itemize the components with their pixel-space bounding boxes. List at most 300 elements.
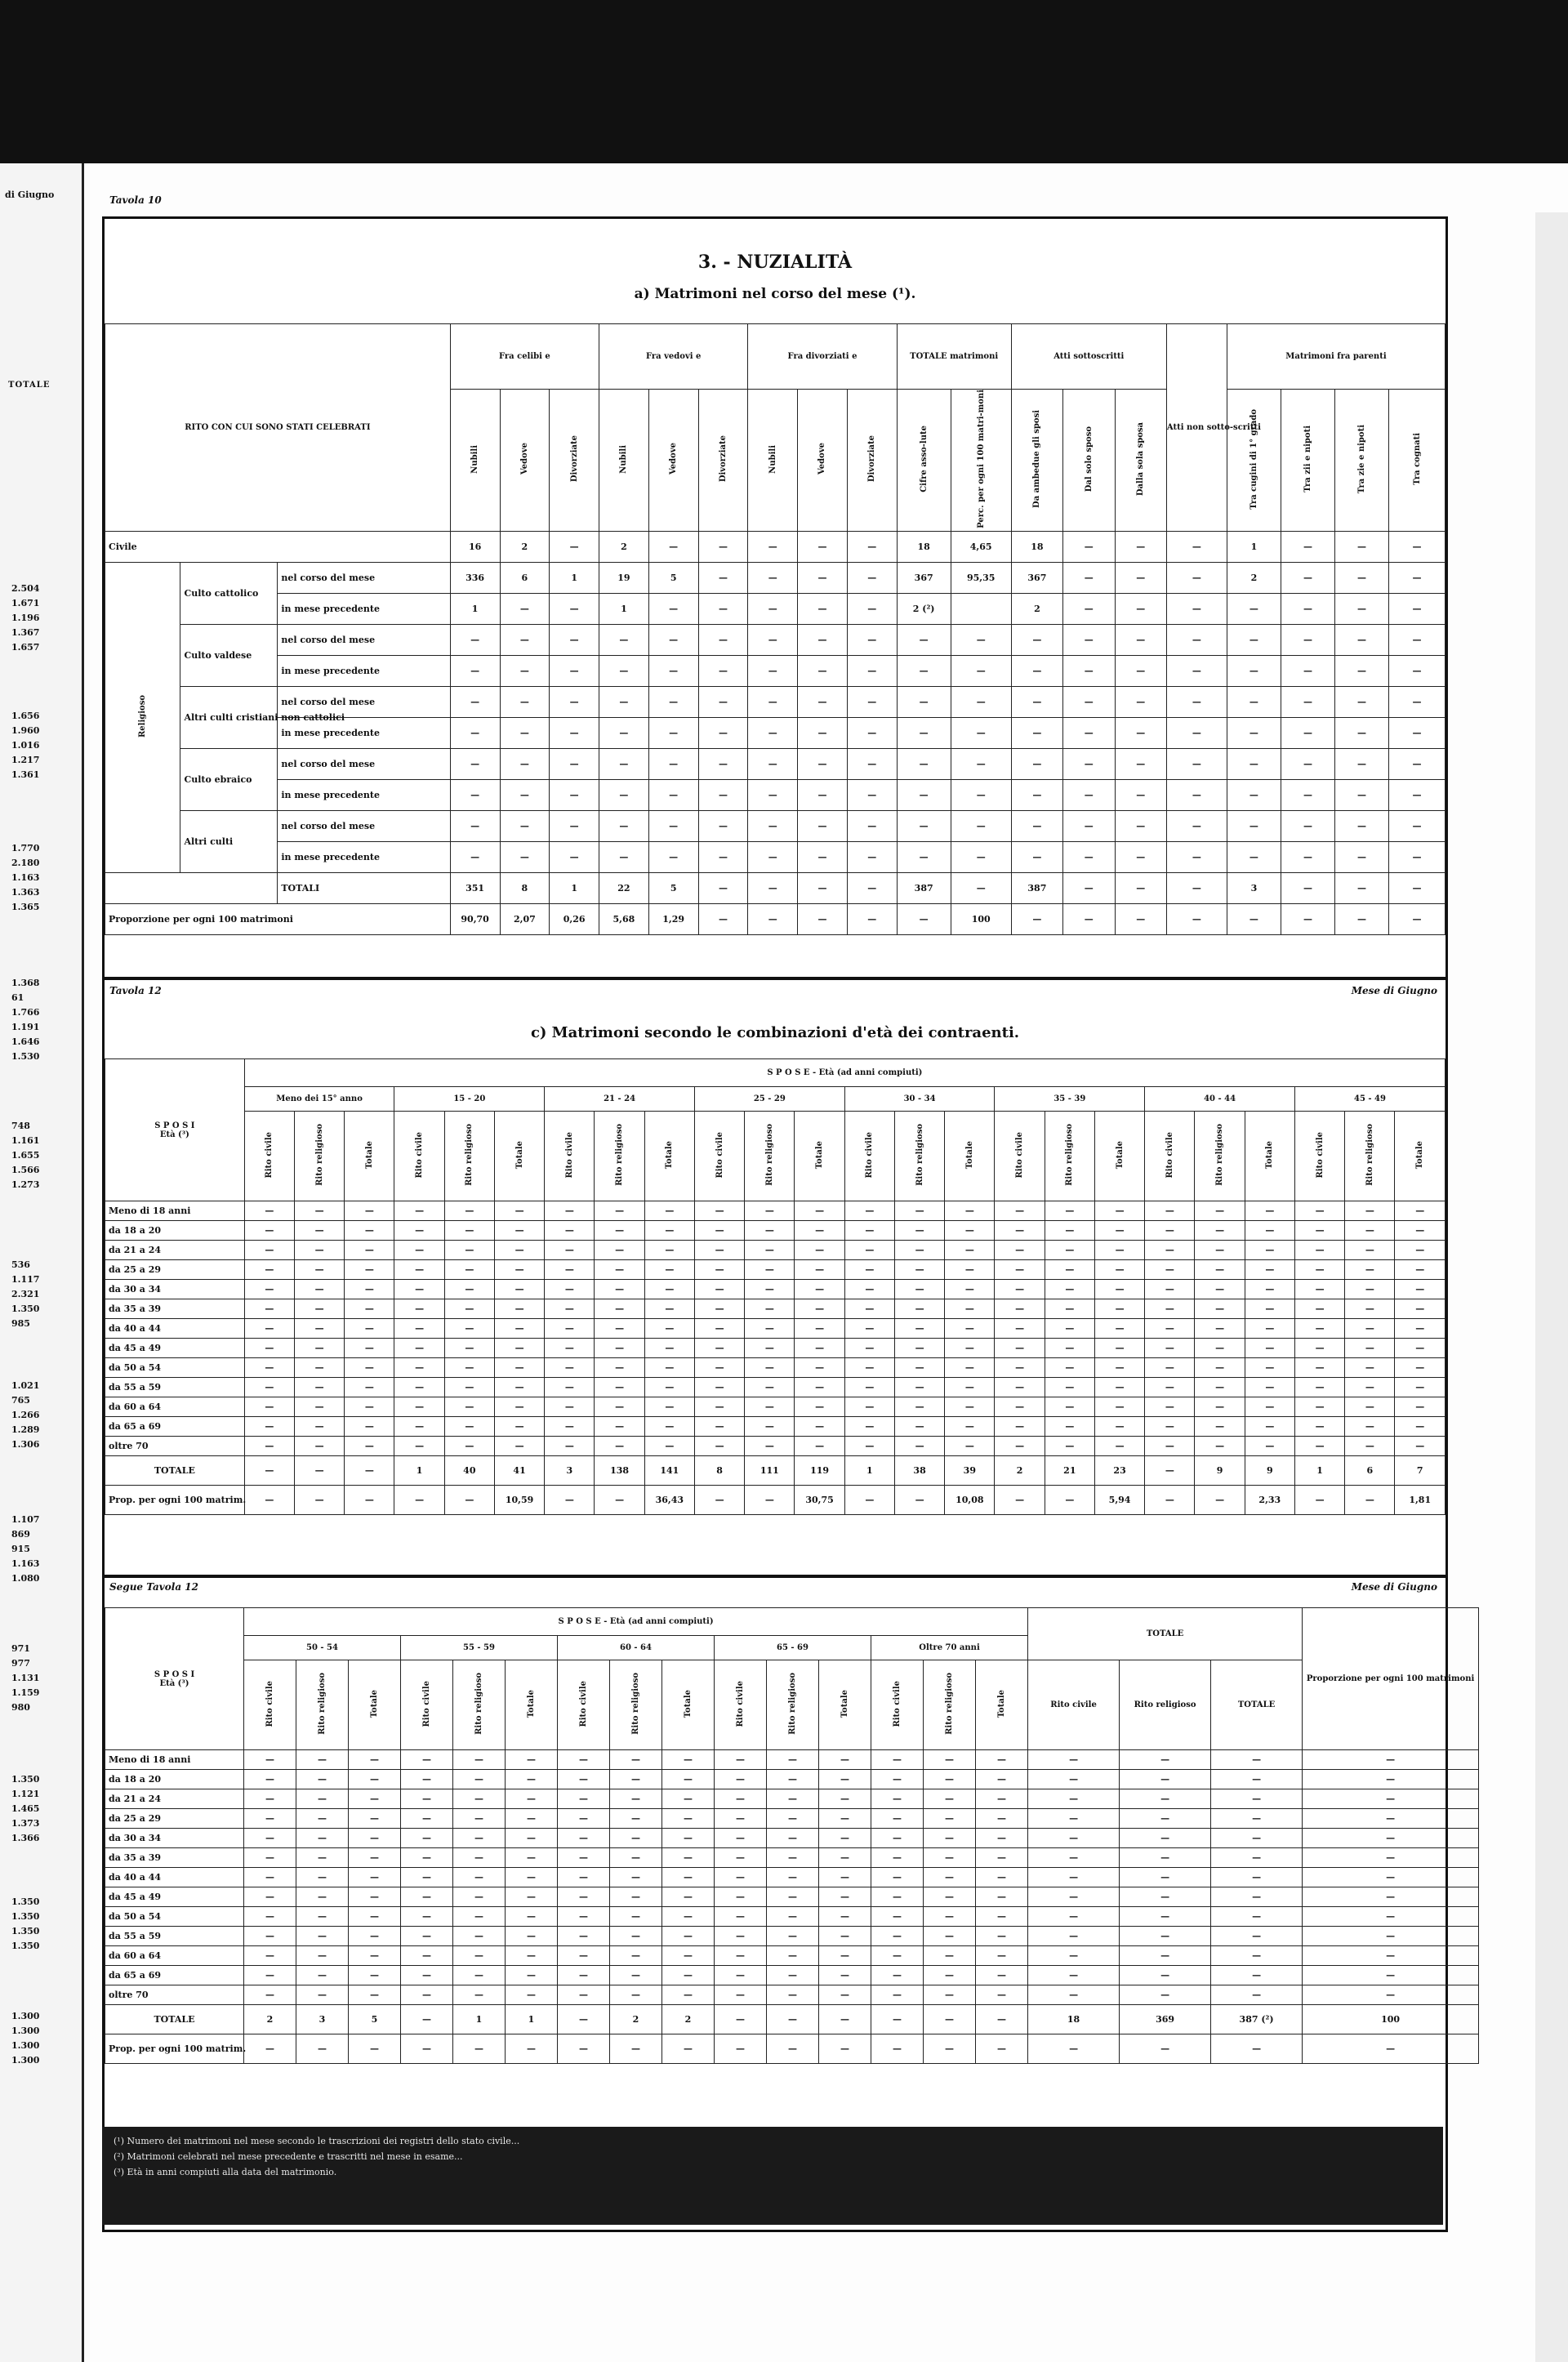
table-cell: — bbox=[945, 1201, 995, 1221]
sub-col-header bbox=[401, 1660, 453, 1750]
table-cell: — bbox=[1345, 1280, 1395, 1299]
table-cell: — bbox=[798, 872, 848, 903]
table-cell: — bbox=[453, 1868, 506, 1887]
table-row bbox=[105, 1927, 1479, 1946]
table-cell: — bbox=[599, 841, 649, 872]
group-header: TOTALE matrimoni bbox=[897, 324, 1011, 390]
table-cell: — bbox=[500, 748, 550, 779]
table-cell: — bbox=[894, 1319, 944, 1339]
totale-cell: 38 bbox=[894, 1456, 944, 1486]
table-cell: — bbox=[924, 1809, 976, 1829]
table-cell: — bbox=[349, 1927, 401, 1946]
table-cell: — bbox=[819, 1966, 871, 1985]
table-row bbox=[105, 1378, 1446, 1397]
table-cell: — bbox=[1011, 841, 1062, 872]
table-cell: — bbox=[296, 1966, 349, 1985]
prev-value: 1.121 bbox=[11, 1789, 40, 1799]
table-cell: — bbox=[610, 1829, 662, 1848]
prev-col-3 bbox=[11, 841, 39, 915]
table-cell: — bbox=[550, 748, 599, 779]
table-cell: — bbox=[1245, 1437, 1294, 1456]
table-cell: — bbox=[1063, 655, 1115, 686]
table-cell: — bbox=[1245, 1201, 1294, 1221]
table-cell: — bbox=[1094, 1417, 1144, 1437]
prev-value: 1.350 bbox=[11, 1304, 40, 1314]
table-cell: — bbox=[349, 1829, 401, 1848]
prop-cell: — bbox=[871, 2034, 924, 2064]
table-cell: — bbox=[976, 1946, 1028, 1966]
table-cell: — bbox=[1281, 872, 1334, 903]
table-cell: — bbox=[924, 1887, 976, 1907]
table-cell bbox=[951, 593, 1011, 624]
table-cell: — bbox=[644, 1417, 694, 1437]
table-cell: — bbox=[976, 1848, 1028, 1868]
table-cell: — bbox=[500, 624, 550, 655]
table-cell: — bbox=[294, 1299, 344, 1319]
table-cell: — bbox=[995, 1417, 1045, 1437]
table-cell: — bbox=[1281, 686, 1334, 717]
table-cell: — bbox=[976, 1789, 1028, 1809]
row-sublabel: nel corso del mese bbox=[278, 810, 450, 841]
sub-header-text: Dal solo sposo bbox=[1084, 426, 1094, 492]
sub-col-header-text: Totale bbox=[684, 1689, 693, 1718]
table-cell: — bbox=[924, 1927, 976, 1946]
table-cell: — bbox=[897, 841, 951, 872]
row-label: da 21 a 24 bbox=[105, 1241, 245, 1260]
table-cell: — bbox=[767, 1809, 819, 1829]
table-cell: — bbox=[500, 686, 550, 717]
table-cell: — bbox=[767, 1829, 819, 1848]
table-cell: — bbox=[595, 1319, 644, 1339]
table-cell: — bbox=[976, 1966, 1028, 1985]
table-cell: — bbox=[698, 748, 748, 779]
table-cell: — bbox=[1334, 841, 1388, 872]
prev-value: 1.365 bbox=[11, 902, 40, 912]
table-cell: — bbox=[1345, 1241, 1395, 1260]
totale-cell: 119 bbox=[795, 1456, 844, 1486]
table-cell: — bbox=[506, 1789, 558, 1809]
header-row-1 bbox=[105, 324, 1446, 390]
table-row bbox=[105, 1907, 1479, 1927]
table-cell: — bbox=[1120, 1887, 1211, 1907]
table-cell: — bbox=[976, 1829, 1028, 1848]
table-cell: — bbox=[715, 1829, 767, 1848]
table-cell: — bbox=[558, 1770, 610, 1789]
table-cell: — bbox=[444, 1417, 494, 1437]
group-header: Fra celibi e bbox=[450, 324, 599, 390]
prop-cell: — bbox=[662, 2034, 715, 2064]
table-cell: — bbox=[767, 1887, 819, 1907]
table-cell: — bbox=[1063, 903, 1115, 934]
table-cell: — bbox=[767, 1985, 819, 2005]
table-cell: — bbox=[1389, 810, 1446, 841]
table-cell: — bbox=[558, 1868, 610, 1887]
totale-cell: — bbox=[294, 1456, 344, 1486]
table-cell: — bbox=[995, 1319, 1045, 1339]
prev-value: 1.368 bbox=[11, 978, 40, 988]
prev-value: 2.180 bbox=[11, 858, 40, 868]
sub-header-text: Perc. per ogni 100 matri-moni bbox=[976, 390, 986, 528]
table-cell: — bbox=[1195, 1378, 1245, 1397]
table-cell: — bbox=[545, 1437, 595, 1456]
table-cell: — bbox=[1281, 810, 1334, 841]
table-cell: — bbox=[1120, 1770, 1211, 1789]
prev-value: 985 bbox=[11, 1318, 30, 1329]
table-cell: 387 bbox=[897, 872, 951, 903]
table-cell: — bbox=[1094, 1358, 1144, 1378]
table-cell: — bbox=[345, 1437, 394, 1456]
table-cell: — bbox=[244, 1241, 294, 1260]
totale-sub-header: TOTALE bbox=[1211, 1660, 1303, 1750]
table-cell: — bbox=[924, 1750, 976, 1770]
sub-col-header bbox=[1094, 1112, 1144, 1201]
table-cell: — bbox=[1115, 562, 1166, 593]
table-cell: — bbox=[871, 1985, 924, 2005]
table-cell: — bbox=[995, 1260, 1045, 1280]
table-cell: — bbox=[349, 1985, 401, 2005]
table-cell: — bbox=[715, 1750, 767, 1770]
table-cell: — bbox=[1166, 686, 1227, 717]
table-cell: — bbox=[715, 1946, 767, 1966]
totale-cell: 100 bbox=[1303, 2005, 1479, 2034]
row-label: da 45 a 49 bbox=[105, 1339, 245, 1358]
table-cell: — bbox=[599, 624, 649, 655]
prop-cell: — bbox=[444, 1486, 494, 1515]
table-cell: — bbox=[976, 1750, 1028, 1770]
table-cell: — bbox=[798, 717, 848, 748]
table-cell: — bbox=[767, 1966, 819, 1985]
table-cell: — bbox=[1345, 1319, 1395, 1339]
table-cell: — bbox=[506, 1848, 558, 1868]
table-cell: — bbox=[345, 1417, 394, 1437]
table-cell: — bbox=[545, 1299, 595, 1319]
prop-row bbox=[105, 1486, 1446, 1515]
table-cell: — bbox=[745, 1339, 795, 1358]
table-cell: — bbox=[644, 1437, 694, 1456]
totale-cell: 138 bbox=[595, 1456, 644, 1486]
table-cell: — bbox=[244, 1809, 296, 1829]
table-cell: — bbox=[945, 1221, 995, 1241]
footnote-2: (²) Matrimoni celebrati nel mese precedente e trascritti nel mese in esame... bbox=[114, 2151, 463, 2162]
table-cell: — bbox=[698, 810, 748, 841]
table-cell: — bbox=[558, 1848, 610, 1868]
table-cell: 1 bbox=[550, 562, 599, 593]
table-cell: — bbox=[1395, 1339, 1446, 1358]
prev-value: 1.306 bbox=[11, 1439, 40, 1450]
table-cell: — bbox=[1334, 655, 1388, 686]
totale-cell: — bbox=[924, 2005, 976, 2034]
table-cell: 1 bbox=[599, 593, 649, 624]
table-cell: — bbox=[976, 1770, 1028, 1789]
table-cell: — bbox=[951, 748, 1011, 779]
prev-value: 1.766 bbox=[11, 1007, 40, 1018]
table-cell: — bbox=[798, 779, 848, 810]
prev-value: 915 bbox=[11, 1544, 30, 1554]
table-cell: — bbox=[545, 1417, 595, 1437]
prev-value: 1.655 bbox=[11, 1150, 40, 1161]
table-cell: — bbox=[244, 1339, 294, 1358]
table-cell: — bbox=[795, 1221, 844, 1241]
table-cell: 351 bbox=[450, 872, 500, 903]
table-row bbox=[105, 1241, 1446, 1260]
table-cell: — bbox=[995, 1221, 1045, 1241]
sub-col-header bbox=[1395, 1112, 1446, 1201]
sub-col-header bbox=[506, 1660, 558, 1750]
header-row-1 bbox=[105, 1608, 1479, 1636]
table-cell: — bbox=[945, 1397, 995, 1417]
table-cell: — bbox=[244, 1358, 294, 1378]
table-cell: — bbox=[819, 1887, 871, 1907]
table-cell: — bbox=[995, 1437, 1045, 1456]
prev-value: 1.566 bbox=[11, 1165, 40, 1175]
sub-header-text: Tra zie e nipoti bbox=[1357, 424, 1366, 494]
table-cell: — bbox=[844, 1417, 894, 1437]
header-row-2 bbox=[105, 1087, 1446, 1112]
table-cell: — bbox=[847, 748, 897, 779]
totale-cell: — bbox=[871, 2005, 924, 2034]
table-cell: — bbox=[748, 593, 798, 624]
table-combinazioni-eta-segue bbox=[105, 1607, 1479, 2064]
table-cell: — bbox=[1028, 1809, 1120, 1829]
table-cell: — bbox=[1063, 686, 1115, 717]
table-cell: — bbox=[1245, 1221, 1294, 1241]
table-cell: — bbox=[844, 1358, 894, 1378]
table-cell: — bbox=[924, 1868, 976, 1887]
table-cell: — bbox=[610, 1848, 662, 1868]
table-cell: — bbox=[394, 1280, 444, 1299]
table-cell: — bbox=[394, 1319, 444, 1339]
table-cell: — bbox=[1166, 748, 1227, 779]
table-cell: — bbox=[847, 779, 897, 810]
table-row bbox=[105, 903, 1446, 934]
prop-cell: — bbox=[244, 1486, 294, 1515]
totale-cell: — bbox=[401, 2005, 453, 2034]
totale-cell: 1 bbox=[506, 2005, 558, 2034]
table-cell: — bbox=[924, 1789, 976, 1809]
prop-cell: — bbox=[745, 1486, 795, 1515]
table-cell: — bbox=[694, 1358, 744, 1378]
table-cell: — bbox=[995, 1339, 1045, 1358]
table-cell: — bbox=[1011, 686, 1062, 717]
table-cell: — bbox=[394, 1417, 444, 1437]
table-cell: — bbox=[644, 1299, 694, 1319]
age-group-header: 30 - 34 bbox=[844, 1087, 995, 1112]
sub-col-header bbox=[1294, 1112, 1344, 1201]
table-row bbox=[105, 1417, 1446, 1437]
table-cell: — bbox=[897, 810, 951, 841]
table-matrimoni-mese bbox=[105, 323, 1446, 935]
table-cell: — bbox=[494, 1358, 544, 1378]
row-label: da 35 a 39 bbox=[105, 1299, 245, 1319]
table-cell: — bbox=[1227, 903, 1281, 934]
table-cell: — bbox=[1045, 1417, 1094, 1437]
table-cell: — bbox=[995, 1280, 1045, 1299]
table-cell: — bbox=[500, 779, 550, 810]
table-row bbox=[105, 593, 1446, 624]
table-cell: — bbox=[819, 1789, 871, 1809]
table-cell: — bbox=[698, 531, 748, 562]
culto-label: Altri culti bbox=[180, 810, 278, 872]
table-cell: — bbox=[924, 1907, 976, 1927]
prev-value: 1.366 bbox=[11, 1833, 40, 1843]
table-cell: — bbox=[698, 562, 748, 593]
sub-col-header bbox=[871, 1660, 924, 1750]
prop-cell: — bbox=[610, 2034, 662, 2064]
totale-cell: — bbox=[767, 2005, 819, 2034]
table-cell: — bbox=[345, 1339, 394, 1358]
table-cell: — bbox=[1294, 1397, 1344, 1417]
sub-col-header bbox=[1195, 1112, 1245, 1201]
sub-header bbox=[1281, 390, 1334, 532]
table-cell: — bbox=[453, 1985, 506, 2005]
prop-cell: — bbox=[453, 2034, 506, 2064]
table-cell: — bbox=[550, 717, 599, 748]
sub-header bbox=[500, 390, 550, 532]
table-cell: — bbox=[595, 1221, 644, 1241]
table-cell: — bbox=[294, 1201, 344, 1221]
table-cell: — bbox=[244, 1907, 296, 1927]
row-label: Proporzione per ogni 100 matrimoni bbox=[105, 903, 451, 934]
table-cell: — bbox=[1294, 1339, 1344, 1358]
table-cell: — bbox=[1281, 624, 1334, 655]
prop-cell: — bbox=[1211, 2034, 1303, 2064]
totale-cell: 21 bbox=[1045, 1456, 1094, 1486]
totale-cell: — bbox=[244, 1456, 294, 1486]
table-cell: — bbox=[1294, 1358, 1344, 1378]
table-cell: — bbox=[694, 1378, 744, 1397]
table-cell: — bbox=[1395, 1358, 1446, 1378]
table-cell: — bbox=[545, 1339, 595, 1358]
table-cell: — bbox=[748, 531, 798, 562]
table-cell: — bbox=[1211, 1829, 1303, 1848]
table-row bbox=[105, 1299, 1446, 1319]
table-cell: — bbox=[349, 1887, 401, 1907]
header-row-3 bbox=[105, 1660, 1479, 1750]
table-cell: — bbox=[795, 1437, 844, 1456]
table-row bbox=[105, 1966, 1479, 1985]
table-cell: — bbox=[694, 1319, 744, 1339]
table-cell: — bbox=[1281, 717, 1334, 748]
table-cell: — bbox=[401, 1966, 453, 1985]
table-row bbox=[105, 1809, 1479, 1829]
table-row bbox=[105, 562, 1446, 593]
table-cell: — bbox=[795, 1299, 844, 1319]
table-cell: — bbox=[1334, 531, 1388, 562]
table-cell: — bbox=[345, 1260, 394, 1280]
table-cell: — bbox=[819, 1927, 871, 1946]
totale-cell: — bbox=[715, 2005, 767, 2034]
table-cell: — bbox=[694, 1437, 744, 1456]
sub-header-text: Nubili bbox=[619, 444, 629, 474]
table-cell: — bbox=[644, 1280, 694, 1299]
table-cell: — bbox=[401, 1770, 453, 1789]
culto-label: Altri culti cristiani non cattolici bbox=[180, 686, 278, 748]
row-label: da 18 a 20 bbox=[105, 1221, 245, 1241]
table-row bbox=[105, 686, 1446, 717]
prev-value: 1.656 bbox=[11, 711, 40, 721]
table-cell: — bbox=[558, 1887, 610, 1907]
table-cell: — bbox=[1389, 748, 1446, 779]
table-cell: — bbox=[795, 1397, 844, 1417]
table-cell: — bbox=[1166, 593, 1227, 624]
table-cell: — bbox=[545, 1378, 595, 1397]
table-cell: 1 bbox=[550, 872, 599, 903]
table-cell: — bbox=[294, 1319, 344, 1339]
table-cell: — bbox=[745, 1358, 795, 1378]
table-cell: — bbox=[349, 1946, 401, 1966]
table-cell: — bbox=[444, 1221, 494, 1241]
table-cell: — bbox=[871, 1946, 924, 1966]
table-cell: — bbox=[1211, 1946, 1303, 1966]
table-cell: — bbox=[349, 1848, 401, 1868]
sub-col-header-text: Rito civile bbox=[265, 1131, 274, 1179]
table-cell: — bbox=[897, 779, 951, 810]
prop-cell: 30,75 bbox=[795, 1486, 844, 1515]
table-cell: — bbox=[595, 1260, 644, 1280]
table-cell: — bbox=[1145, 1260, 1195, 1280]
table-cell: — bbox=[1120, 1809, 1211, 1829]
table-cell: — bbox=[945, 1241, 995, 1260]
table-row bbox=[105, 1358, 1446, 1378]
row-sublabel: in mese precedente bbox=[278, 779, 450, 810]
table-cell: — bbox=[1028, 1750, 1120, 1770]
table-cell: — bbox=[500, 593, 550, 624]
table-cell: — bbox=[444, 1339, 494, 1358]
table-cell: — bbox=[1166, 531, 1227, 562]
table-cell: — bbox=[847, 903, 897, 934]
table-cell: — bbox=[897, 624, 951, 655]
table-cell: — bbox=[1389, 562, 1446, 593]
culto-label: Culto cattolico bbox=[180, 562, 278, 624]
table-row bbox=[105, 1770, 1479, 1789]
table-cell: — bbox=[1063, 872, 1115, 903]
table-cell: — bbox=[453, 1789, 506, 1809]
sub-col-header bbox=[945, 1112, 995, 1201]
table-cell: — bbox=[894, 1378, 944, 1397]
table-cell: — bbox=[394, 1397, 444, 1417]
table-cell: — bbox=[798, 686, 848, 717]
table-cell: — bbox=[662, 1770, 715, 1789]
table-cell: — bbox=[294, 1221, 344, 1241]
sub-col-header bbox=[976, 1660, 1028, 1750]
table-cell: — bbox=[558, 1966, 610, 1985]
table-cell: — bbox=[296, 1750, 349, 1770]
table-cell: — bbox=[715, 1770, 767, 1789]
table-cell: — bbox=[1294, 1299, 1344, 1319]
table-cell: — bbox=[945, 1299, 995, 1319]
table-cell: 90,70 bbox=[450, 903, 500, 934]
table-cell: — bbox=[798, 593, 848, 624]
prev-col-9 bbox=[11, 1642, 39, 1715]
table-cell: — bbox=[745, 1201, 795, 1221]
table-cell: — bbox=[894, 1260, 944, 1280]
table-cell: — bbox=[610, 1887, 662, 1907]
table-cell: — bbox=[1334, 624, 1388, 655]
prev-value: 1.350 bbox=[11, 1926, 40, 1936]
table-cell: — bbox=[1120, 1789, 1211, 1809]
table-cell: — bbox=[506, 1966, 558, 1985]
table-cell: — bbox=[1094, 1437, 1144, 1456]
sub-header-text: Nubili bbox=[768, 444, 777, 474]
table-cell: — bbox=[1389, 686, 1446, 717]
prev-col-11 bbox=[11, 1895, 39, 1954]
table-cell: — bbox=[450, 841, 500, 872]
table-cell: — bbox=[1395, 1280, 1446, 1299]
table-cell: — bbox=[648, 779, 698, 810]
table-cell: — bbox=[1028, 1927, 1120, 1946]
table-cell: — bbox=[819, 1770, 871, 1789]
table-cell: — bbox=[976, 1868, 1028, 1887]
